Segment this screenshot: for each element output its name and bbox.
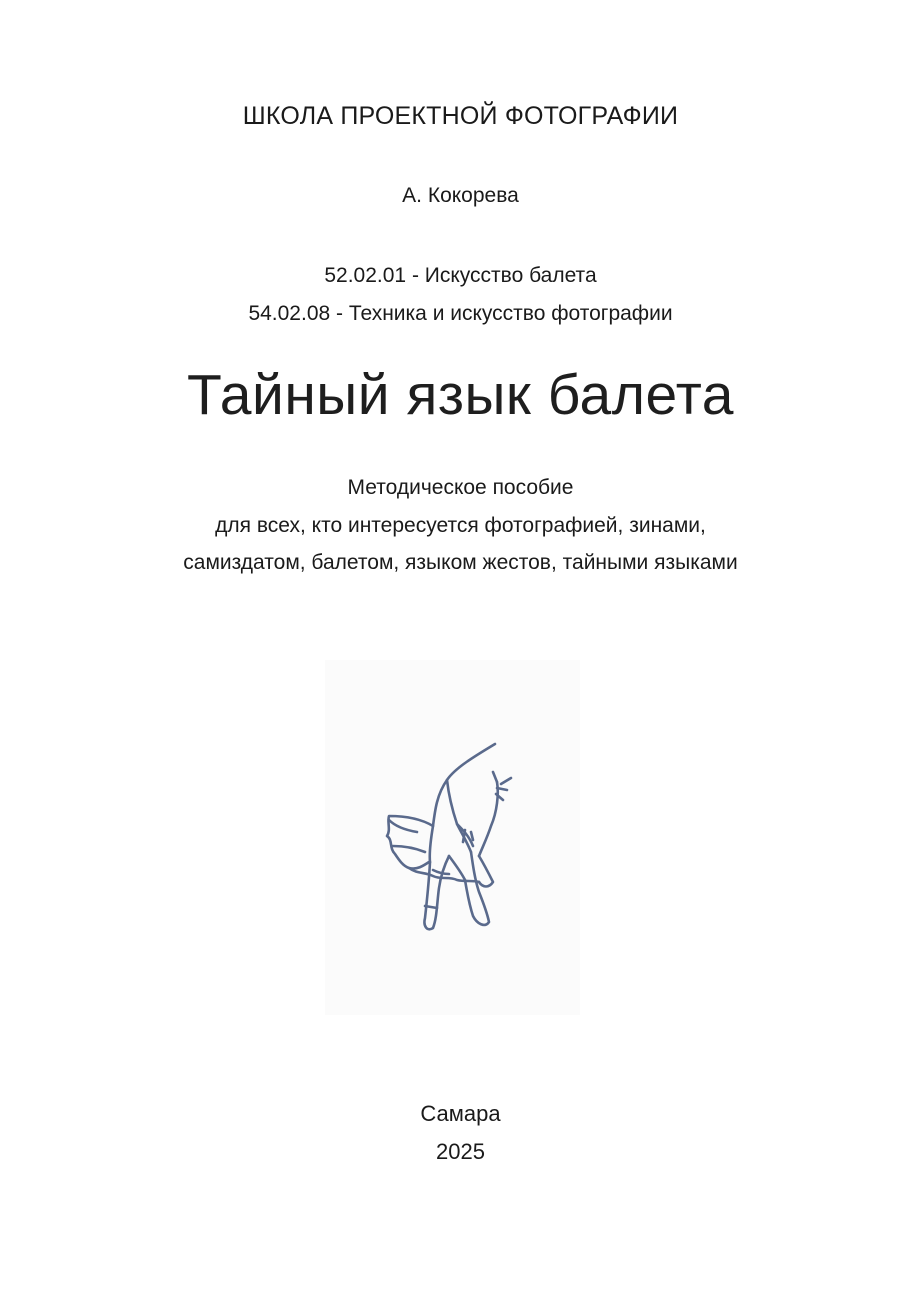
author-name: А. Кокорева: [402, 184, 519, 207]
subtitle-line-3: самиздатом, балетом, языком жестов, тайными языками: [183, 551, 738, 574]
school-name: ШКОЛА ПРОЕКТНОЙ ФОТОГРАФИИ: [242, 102, 679, 130]
document-title: Тайный язык балета: [187, 363, 734, 427]
specialty-code-1: 52.02.01 - Искусство балета: [324, 264, 597, 287]
publication-year: 2025: [436, 1139, 485, 1164]
specialty-code-2: 54.02.08 - Техника и искусство фотографии: [248, 302, 673, 325]
subtitle-line-2: для всех, кто интересуется фотографией, зинами,: [215, 514, 706, 537]
illustration: [325, 660, 580, 1015]
subtitle-line-1: Методическое пособие: [347, 476, 574, 499]
ballet-hand-sketch-icon: [325, 660, 580, 1015]
publication-city: Самара: [420, 1101, 501, 1126]
